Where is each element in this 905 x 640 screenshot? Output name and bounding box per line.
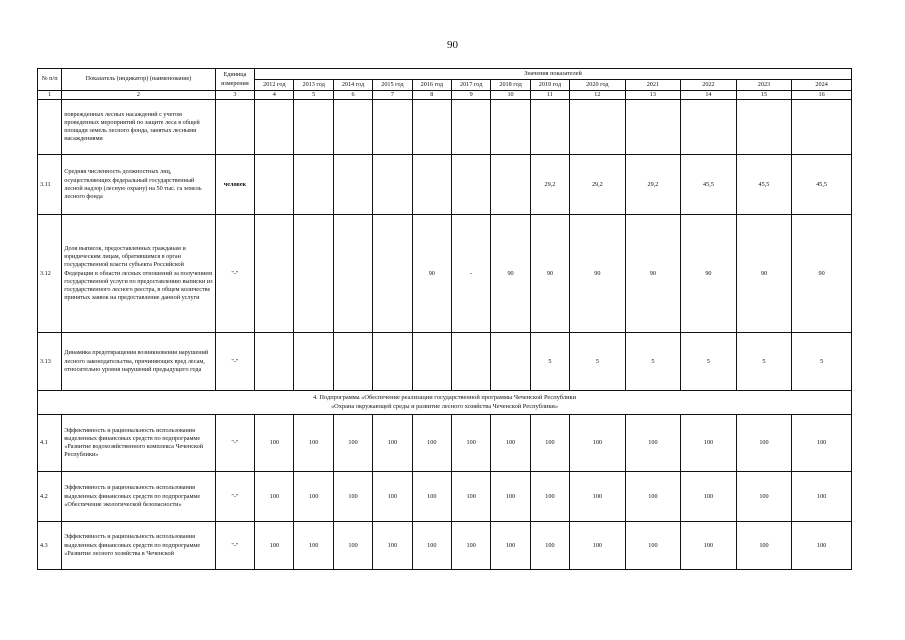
indicator-name: Доля выписок, предоставленных гражданам и юридическим лицам, обратившимся в орган государственной власти субъекта Российской Федерации в области лесных отношений за получением государственной услуги по предоставлению выписки из государственного лесного реестра, в общем количестве принятых заявок на предоставление данной услуги <box>62 215 215 333</box>
row-number: 4.3 <box>38 522 62 570</box>
column-number: 8 <box>412 91 451 100</box>
value-cell: 90 <box>491 215 530 333</box>
value-cell <box>451 155 490 215</box>
value-cell: 100 <box>294 522 333 570</box>
unit-cell: человек <box>215 155 254 215</box>
value-cell <box>451 333 490 391</box>
value-cell: 100 <box>491 415 530 472</box>
column-number: 7 <box>373 91 412 100</box>
column-number: 9 <box>451 91 490 100</box>
value-cell: 100 <box>294 472 333 522</box>
header-year: 2021 <box>625 80 681 91</box>
value-cell <box>255 215 294 333</box>
value-cell: 5 <box>530 333 569 391</box>
table-row <box>38 415 852 472</box>
column-number: 13 <box>625 91 681 100</box>
header-year: 2016 год <box>412 80 451 91</box>
column-number: 1 <box>38 91 62 100</box>
value-cell <box>792 100 852 155</box>
value-cell: 5 <box>736 333 792 391</box>
value-cell: 100 <box>412 472 451 522</box>
value-cell: 100 <box>530 472 569 522</box>
value-cell: 100 <box>451 472 490 522</box>
header-year: 2013 год <box>294 80 333 91</box>
header-year: 2023 <box>736 80 792 91</box>
value-cell <box>373 333 412 391</box>
value-cell: 90 <box>625 215 681 333</box>
table-row <box>38 155 852 215</box>
column-number: 6 <box>333 91 372 100</box>
indicator-name: поврежденных лесных насаждений с учетом проведенных мероприятий по защите леса в общей площади земель лесного фонда, занятых лесными насаждениями <box>62 100 215 155</box>
header-year: 2014 год <box>333 80 372 91</box>
value-cell: 100 <box>333 472 372 522</box>
value-cell: 100 <box>451 522 490 570</box>
row-number: 4.2 <box>38 472 62 522</box>
value-cell <box>412 100 451 155</box>
value-cell: 100 <box>736 472 792 522</box>
table-row <box>38 215 852 333</box>
header-year: 2024 <box>792 80 852 91</box>
value-cell: 100 <box>294 415 333 472</box>
unit-cell <box>215 100 254 155</box>
value-cell: 100 <box>412 522 451 570</box>
value-cell: 100 <box>570 522 626 570</box>
value-cell: 100 <box>333 415 372 472</box>
value-cell <box>451 100 490 155</box>
value-cell: 100 <box>373 472 412 522</box>
value-cell <box>255 333 294 391</box>
value-cell: 100 <box>530 415 569 472</box>
column-number: 11 <box>530 91 569 100</box>
row-number <box>38 100 62 155</box>
value-cell: 29,2 <box>570 155 626 215</box>
section-row <box>38 391 852 415</box>
value-cell <box>255 100 294 155</box>
value-cell: 100 <box>412 415 451 472</box>
value-cell: 100 <box>792 472 852 522</box>
header-year: 2020 год <box>570 80 626 91</box>
value-cell: 45,5 <box>681 155 737 215</box>
value-cell <box>373 100 412 155</box>
row-number: 3.12 <box>38 215 62 333</box>
value-cell <box>255 155 294 215</box>
value-cell: 5 <box>625 333 681 391</box>
value-cell: 100 <box>255 522 294 570</box>
value-cell <box>530 100 569 155</box>
value-cell <box>736 100 792 155</box>
value-cell: 100 <box>625 472 681 522</box>
header-year: 2015 год <box>373 80 412 91</box>
value-cell: 100 <box>530 522 569 570</box>
section-title <box>38 391 852 415</box>
unit-cell: "-" <box>215 415 254 472</box>
value-cell <box>570 100 626 155</box>
value-cell: 100 <box>625 522 681 570</box>
column-number: 3 <box>215 91 254 100</box>
indicator-name: Динамика предотвращения возникновения нарушений лесного законодательства, причиняющих вред лесам, относительно уровня нарушений предыдущего года <box>62 333 215 391</box>
header-values-group: Значения показателей <box>255 69 852 80</box>
value-cell <box>294 100 333 155</box>
value-cell: 100 <box>736 522 792 570</box>
value-cell <box>491 155 530 215</box>
value-cell <box>333 215 372 333</box>
column-number: 5 <box>294 91 333 100</box>
value-cell: 100 <box>373 415 412 472</box>
value-cell: 90 <box>681 215 737 333</box>
column-number: 16 <box>792 91 852 100</box>
value-cell: 45,5 <box>792 155 852 215</box>
section-title-line1: 4. Подпрограмма «Обеспечение реализации государственной программы Чеченской Республики <box>312 394 577 402</box>
value-cell: 100 <box>681 472 737 522</box>
value-cell: 90 <box>792 215 852 333</box>
indicator-name: Эффективность и рациональность использования выделенных финансовых средств по подпрограмме «Развитие лесного хозяйства в Чеченской <box>62 522 215 570</box>
value-cell: 29,2 <box>530 155 569 215</box>
row-number: 3.13 <box>38 333 62 391</box>
value-cell <box>333 100 372 155</box>
unit-cell: "-" <box>215 333 254 391</box>
header-year: 2012 год <box>255 80 294 91</box>
unit-cell: "-" <box>215 215 254 333</box>
header-year: 2017 год <box>451 80 490 91</box>
value-cell <box>294 215 333 333</box>
value-cell: 100 <box>255 472 294 522</box>
indicator-name: Эффективность и рациональность использования выделенных финансовых средств по подпрограмме «Обеспечение экологической безопасности» <box>62 472 215 522</box>
value-cell <box>412 333 451 391</box>
value-cell: 5 <box>570 333 626 391</box>
header-indicator: Показатель (индикатор) (наименование) <box>62 69 215 91</box>
table-row <box>38 333 852 391</box>
section-title-line2: «Охрана окружающей среды и развитие лесного хозяйства Чеченской Республики» <box>330 402 559 410</box>
table-row <box>38 472 852 522</box>
value-cell <box>491 100 530 155</box>
table-row <box>38 100 852 155</box>
value-cell: 100 <box>570 472 626 522</box>
value-cell: 90 <box>530 215 569 333</box>
value-cell <box>333 155 372 215</box>
column-number: 4 <box>255 91 294 100</box>
unit-cell: "-" <box>215 472 254 522</box>
value-cell: - <box>451 215 490 333</box>
value-cell <box>294 333 333 391</box>
header-row-top <box>38 69 852 80</box>
value-cell <box>373 215 412 333</box>
value-cell: 5 <box>792 333 852 391</box>
value-cell: 100 <box>625 415 681 472</box>
page-number: 90 <box>447 39 458 51</box>
value-cell: 100 <box>681 522 737 570</box>
value-cell: 100 <box>333 522 372 570</box>
value-cell: 100 <box>451 415 490 472</box>
row-number: 4.1 <box>38 415 62 472</box>
indicator-name: Средняя численность должностных лиц, осуществляющих федеральный государственный лесной надзор (лесную охрану) на 50 тыс. га земель лесного фонда <box>62 155 215 215</box>
value-cell: 90 <box>570 215 626 333</box>
value-cell <box>412 155 451 215</box>
value-cell: 5 <box>681 333 737 391</box>
value-cell: 100 <box>681 415 737 472</box>
table-row <box>38 522 852 570</box>
value-cell: 100 <box>570 415 626 472</box>
value-cell: 90 <box>736 215 792 333</box>
header-year: 2018 год <box>491 80 530 91</box>
header-column-numbers <box>38 91 852 100</box>
value-cell <box>681 100 737 155</box>
header-num: № п/п <box>38 69 62 91</box>
column-number: 14 <box>681 91 737 100</box>
value-cell <box>373 155 412 215</box>
value-cell: 100 <box>792 522 852 570</box>
value-cell: 45,5 <box>736 155 792 215</box>
value-cell: 100 <box>373 522 412 570</box>
value-cell: 100 <box>491 522 530 570</box>
header-year: 2019 год <box>530 80 569 91</box>
value-cell: 100 <box>255 415 294 472</box>
value-cell <box>333 333 372 391</box>
value-cell <box>491 333 530 391</box>
column-number: 2 <box>62 91 215 100</box>
value-cell: 100 <box>792 415 852 472</box>
value-cell <box>294 155 333 215</box>
indicator-name: Эффективность и рациональность использования выделенных финансовых средств по подпрограмме «Развитие водохозяйственного комплекса Чеченской Республики» <box>62 415 215 472</box>
unit-cell: "-" <box>215 522 254 570</box>
value-cell: 100 <box>736 415 792 472</box>
row-number: 3.11 <box>38 155 62 215</box>
value-cell: 100 <box>491 472 530 522</box>
value-cell <box>625 100 681 155</box>
header-unit: Единица измерения <box>215 69 254 91</box>
column-number: 15 <box>736 91 792 100</box>
column-number: 10 <box>491 91 530 100</box>
header-year: 2022 <box>681 80 737 91</box>
value-cell: 29,2 <box>625 155 681 215</box>
column-number: 12 <box>570 91 626 100</box>
value-cell: 90 <box>412 215 451 333</box>
indicators-table <box>37 68 852 570</box>
